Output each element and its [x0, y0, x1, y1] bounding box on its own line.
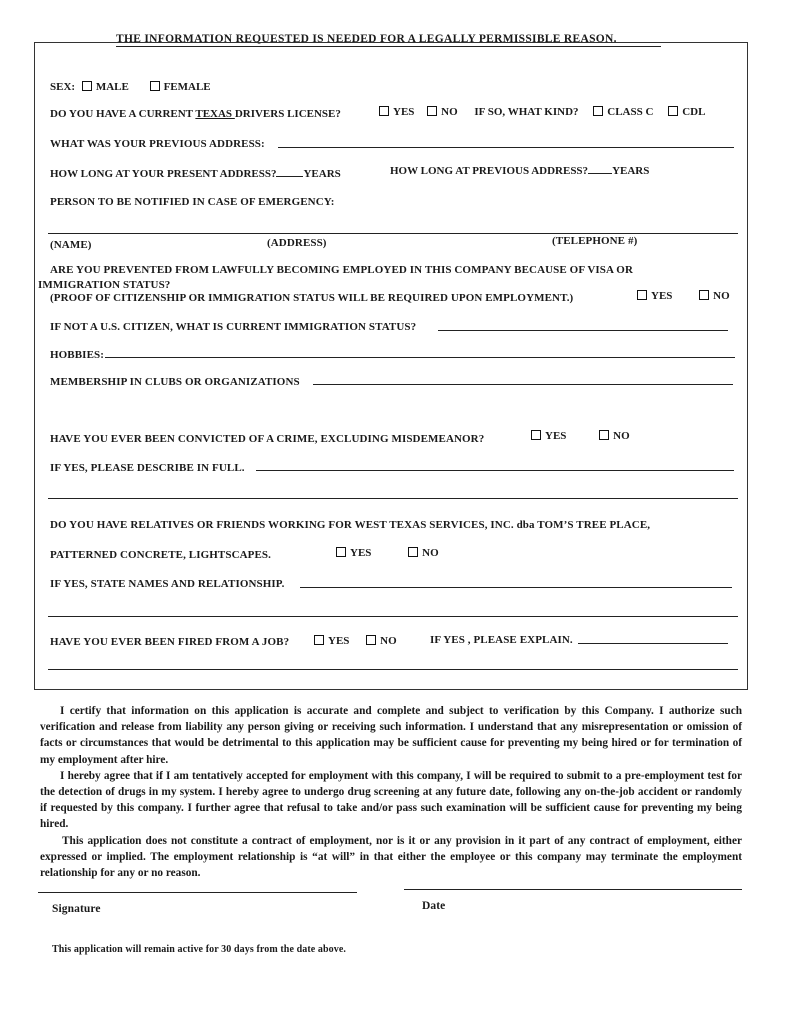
emergency-address-caption: (ADDRESS): [267, 237, 327, 249]
describe-label: IF YES, PLEASE DESCRIBE IN FULL.: [50, 462, 245, 474]
date-line[interactable]: [404, 889, 742, 890]
license-yes-label: YES: [393, 106, 415, 118]
previous-years-field[interactable]: [588, 164, 612, 174]
membership-label: MEMBERSHIP IN CLUBS OR ORGANIZATIONS: [50, 376, 300, 388]
date-label: Date: [422, 900, 446, 912]
form-header: THE INFORMATION REQUESTED IS NEEDED FOR A LEGALLY PERMISSIBLE REASON.: [116, 33, 617, 45]
immigration-status-field[interactable]: [438, 330, 728, 331]
crime-options: [531, 430, 630, 442]
license-question: [50, 108, 341, 120]
male-label: MALE: [95, 81, 129, 93]
previous-address-label: WHAT WAS YOUR PREVIOUS ADDRESS:: [50, 138, 265, 150]
hobbies-field[interactable]: [105, 357, 735, 358]
how-long-present-row: [50, 167, 341, 180]
visa-yes-checkbox[interactable]: [637, 290, 647, 300]
visa-yes-label: YES: [651, 290, 673, 302]
license-yes-checkbox[interactable]: [379, 106, 389, 116]
sex-row: [50, 81, 211, 93]
present-years-label: YEARS: [303, 168, 341, 180]
male-checkbox[interactable]: [82, 81, 92, 91]
visa-options: [637, 290, 730, 302]
relatives-question-line2: PATTERNED CONCRETE, LIGHTSCAPES.: [50, 549, 271, 561]
signature-label: Signature: [52, 903, 101, 915]
emergency-telephone-caption: (TELEPHONE #): [552, 235, 638, 247]
license-options: [379, 106, 705, 118]
how-long-present-label: HOW LONG AT YOUR PRESENT ADDRESS?: [50, 168, 277, 180]
relatives-question-line1: DO YOU HAVE RELATIVES OR FRIENDS WORKING FOR WEST TEXAS SERVICES, INC. dba TOM’S TREE PLACE,: [50, 519, 651, 531]
class-c-label: CLASS C: [607, 106, 654, 118]
state-names-label: IF YES, STATE NAMES AND RELATIONSHIP.: [50, 578, 285, 590]
fired-question: HAVE YOU EVER BEEN FIRED FROM A JOB?: [50, 636, 290, 648]
emergency-contact-label: PERSON TO BE NOTIFIED IN CASE OF EMERGENCY:: [50, 196, 335, 208]
state-names-field-line2[interactable]: [48, 616, 738, 617]
license-no-label: NO: [441, 106, 458, 118]
visa-question-line3: (PROOF OF CITIZENSHIP OR IMMIGRATION STATUS WILL BE REQUIRED UPON EMPLOYMENT.): [50, 292, 574, 304]
crime-yes-label: YES: [545, 430, 567, 442]
relatives-no-checkbox[interactable]: [408, 547, 418, 557]
certification-paragraph-2: I hereby agree that if I am tentatively accepted for employment with this company, I will be required to submit to a pre-employment test for the detection of drugs in my system. I hereby agree to undergo drug screening at any future date, following any on-the-job accident or randomly if requested by this company. I further agree that refusal to take and/or pass such examination will be sufficient cause for preventing my being hired.: [40, 769, 742, 831]
describe-field-line2[interactable]: [48, 498, 738, 499]
state-names-field-line1[interactable]: [300, 587, 732, 588]
relatives-options: [336, 547, 439, 559]
fired-yes-checkbox[interactable]: [314, 635, 324, 645]
license-q-pre: DO YOU HAVE A CURRENT: [50, 108, 196, 120]
cdl-checkbox[interactable]: [668, 106, 678, 116]
previous-address-field[interactable]: [278, 147, 734, 148]
fired-explain-field-line2[interactable]: [48, 669, 738, 670]
license-no-checkbox[interactable]: [427, 106, 437, 116]
visa-question-line2: IMMIGRATION STATUS?: [38, 279, 171, 291]
fired-yes-label: YES: [328, 635, 350, 647]
certification-text: [40, 703, 742, 881]
license-q-post: DRIVERS LICENSE?: [234, 108, 341, 120]
visa-no-label: NO: [713, 290, 730, 302]
how-long-previous-row: [390, 164, 649, 177]
previous-years-label: YEARS: [612, 165, 650, 177]
emergency-contact-field[interactable]: [48, 233, 738, 234]
crime-no-checkbox[interactable]: [599, 430, 609, 440]
relatives-yes-label: YES: [350, 547, 372, 559]
visa-no-checkbox[interactable]: [699, 290, 709, 300]
female-label: FEMALE: [163, 81, 211, 93]
present-years-field[interactable]: [276, 167, 303, 177]
hobbies-label: HOBBIES:: [50, 349, 104, 361]
crime-no-label: NO: [613, 430, 630, 442]
license-q-state: TEXAS: [195, 108, 235, 120]
describe-field-line1[interactable]: [256, 470, 734, 471]
signature-line[interactable]: [38, 892, 357, 893]
visa-question-line1: ARE YOU PREVENTED FROM LAWFULLY BECOMING EMPLOYED IN THIS COMPANY BECAUSE OF VISA OR: [50, 264, 634, 276]
crime-yes-checkbox[interactable]: [531, 430, 541, 440]
sex-label: SEX:: [50, 81, 76, 93]
certification-paragraph-3: This application does not constitute a contract of employment, nor is it or any provision in it part of any contract of employment, either expressed or implied. The employment relationship is “at will” in that either the employee or this company may terminate the employment relationship for any or no reason.: [40, 834, 742, 880]
emergency-name-caption: (NAME): [50, 239, 92, 251]
fired-options: [314, 635, 397, 647]
footer-note: This application will remain active for 30 days from the date above.: [52, 944, 347, 955]
fired-explain-label: IF YES , PLEASE EXPLAIN.: [430, 634, 573, 646]
membership-field[interactable]: [313, 384, 733, 385]
fired-no-checkbox[interactable]: [366, 635, 376, 645]
crime-question: HAVE YOU EVER BEEN CONVICTED OF A CRIME, EXCLUDING MISDEMEANOR?: [50, 433, 485, 445]
relatives-no-label: NO: [422, 547, 439, 559]
class-c-checkbox[interactable]: [593, 106, 603, 116]
female-checkbox[interactable]: [150, 81, 160, 91]
certification-paragraph-1: I certify that information on this application is accurate and complete and subject to verification by this Company. I authorize such verification and release from liability any person giving or receiving such information. I understand that any misrepresentation or omission of facts or circumstances that would be detrimental to this application may be sufficient cause for preventing my being hired or for termination of my employment after hire.: [40, 705, 742, 766]
how-long-previous-label: HOW LONG AT PREVIOUS ADDRESS?: [390, 165, 589, 177]
cdl-label: CDL: [682, 106, 706, 118]
license-kind-question: IF SO, WHAT KIND?: [474, 106, 579, 118]
fired-explain-field-line1[interactable]: [578, 643, 728, 644]
fired-no-label: NO: [380, 635, 397, 647]
relatives-yes-checkbox[interactable]: [336, 547, 346, 557]
immigration-status-label: IF NOT A U.S. CITIZEN, WHAT IS CURRENT IMMIGRATION STATUS?: [50, 321, 417, 333]
